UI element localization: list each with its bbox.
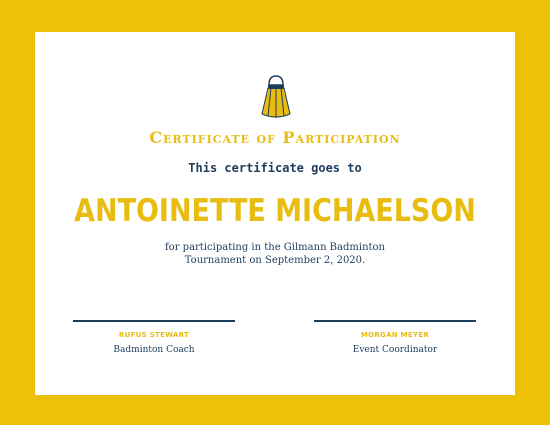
signature-line-left — [73, 320, 235, 322]
recipient-name: ANTOINETTE MICHAELSON — [74, 193, 476, 229]
signature-name-left: RUFUS STEWART — [118, 331, 190, 339]
description-line-2: Tournament on September 2, 2020. — [184, 255, 366, 266]
signature-role-right: Event Coordinator — [352, 345, 438, 355]
signature-line-right — [314, 320, 476, 322]
certificate-title: Certificate of Participation — [149, 128, 401, 147]
signature-role-left: Badminton Coach — [113, 345, 195, 355]
shuttlecock-icon — [257, 74, 295, 120]
certificate-description — [125, 241, 425, 267]
certificate-intro: This certificate goes to — [188, 161, 362, 175]
description-line-1: for participating in the Gilmann Badminton — [164, 242, 385, 253]
signature-name-right: MORGAN MEYER — [360, 331, 430, 339]
certificate-card — [35, 32, 515, 395]
